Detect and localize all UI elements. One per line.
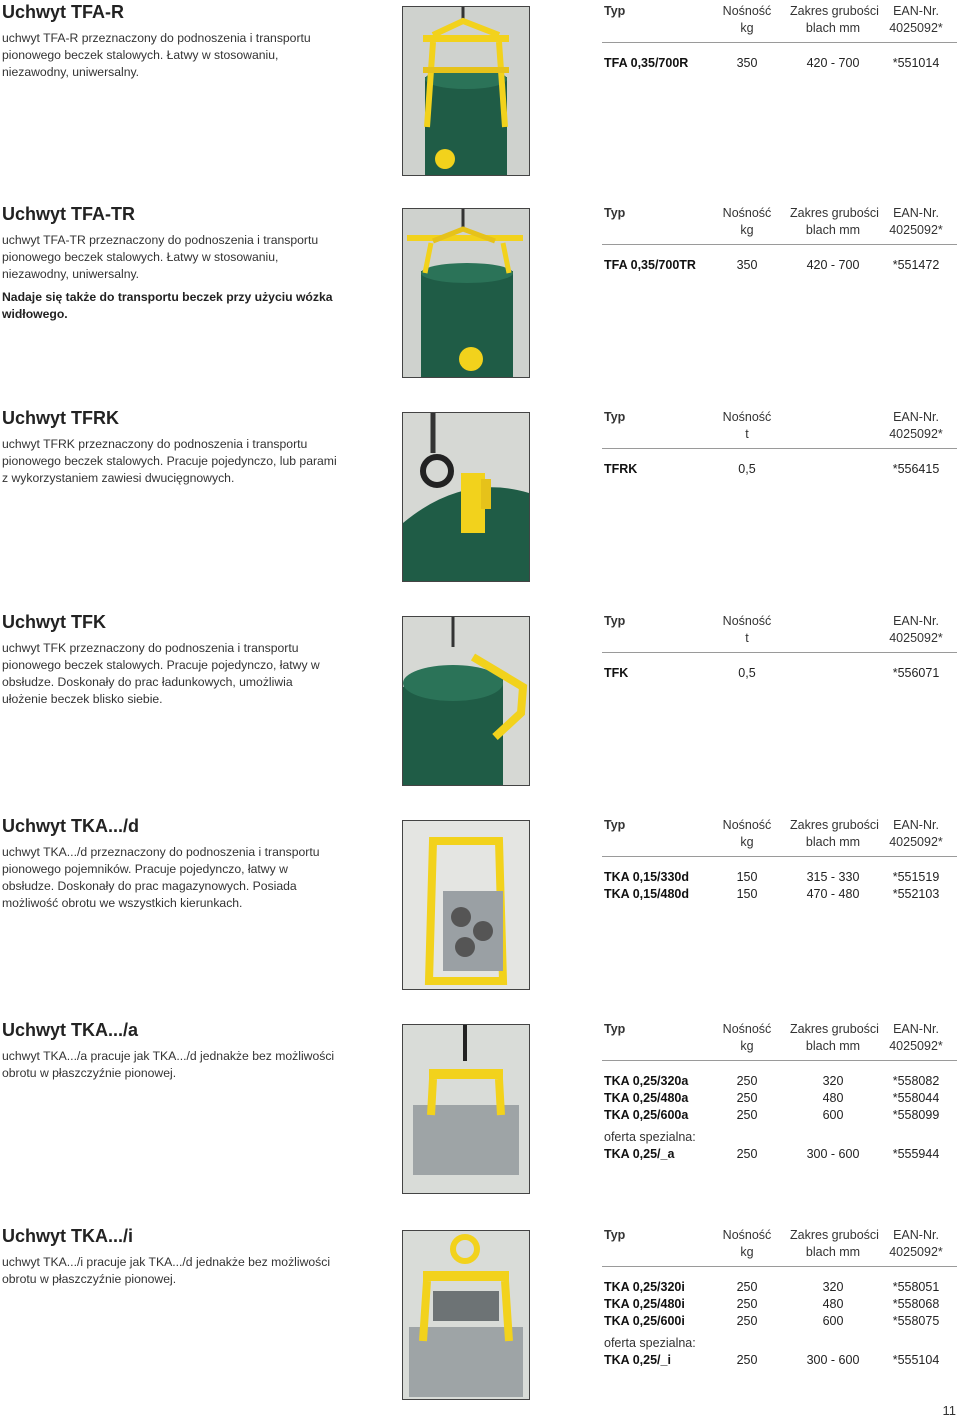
table-row-special-offer: TKA 0,25/_i 250 300 - 600 *555104 xyxy=(604,1353,940,1367)
product-description: uchwyt TFK przeznaczony do podnoszenia i transportu pionowego beczek stalowych. Pracuje pojedynczo, łatwy w obsłudze. Doskonały do prac ładunkowych, umożliwia ułożenie beczek blisko siebie. xyxy=(2,641,320,706)
table-row: TKA 0,15/330d 150 315 - 330 *551519 xyxy=(604,870,940,884)
product-title: Uchwyt TFK xyxy=(2,612,107,632)
product-title: Uchwyt TFA-TR xyxy=(2,204,135,224)
product-section-tfrk xyxy=(0,408,960,588)
page-number: 11 xyxy=(942,1403,956,1418)
product-table xyxy=(602,408,957,478)
product-note: Nadaje się także do transportu beczek przy użyciu wózka widłowego. xyxy=(2,290,333,321)
product-photo-tfrk xyxy=(402,412,530,582)
table-row: TKA 0,15/480d 150 470 - 480 *552103 xyxy=(604,887,940,901)
product-section-tka-i xyxy=(0,1226,960,1406)
table-header: Typ Nośność kg Zakres grubości blach mm EAN-Nr. 4025092* xyxy=(602,816,957,857)
product-title: Uchwyt TFA-R xyxy=(2,2,125,22)
product-photo-tka-d xyxy=(402,820,530,990)
special-offer-label: oferta spezialna: xyxy=(604,1130,696,1144)
special-offer-label: oferta spezialna: xyxy=(604,1336,696,1350)
product-table xyxy=(602,612,957,682)
table-header: Typ Nośność kg Zakres grubości blach mm EAN-Nr. 4025092* xyxy=(602,1226,957,1267)
product-description: uchwyt TFA-TR przeznaczony do podnoszenia i transportu pionowego beczek stalowych. Łatwy w stosowaniu, niezawodny, uniwersalny. Nadaje się także do transportu beczek przy użyciu wózka widłowego. xyxy=(2,232,337,323)
product-section-tfk xyxy=(0,612,960,792)
table-header: Typ Nośność t EAN-Nr. 4025092* xyxy=(602,408,957,449)
product-section-tka-a xyxy=(0,1020,960,1200)
header-typ: Typ xyxy=(604,4,626,18)
product-section-tka-d xyxy=(0,816,960,996)
table-row: TKA 0,25/320a 250 320 *558082 xyxy=(604,1074,940,1088)
table-row: TFA 0,35/700TR 350 420 - 700 *551472 xyxy=(604,258,940,272)
product-photo-tka-a xyxy=(402,1024,530,1194)
product-description: uchwyt TKA.../a pracuje jak TKA.../d jednakże bez możliwości obrotu w płaszczyźnie pionowej. xyxy=(2,1049,335,1080)
product-photo-tfa-r xyxy=(402,6,530,176)
product-description: uchwyt TKA.../i pracuje jak TKA.../d jednakże bez możliwości obrotu w płaszczyźnie pionowej. xyxy=(2,1255,331,1286)
product-title: Uchwyt TKA.../a xyxy=(2,1020,139,1040)
product-description: uchwyt TKA.../d przeznaczony do podnoszenia i transportu pionowego pojemników. Pracuje pojedynczo, łatwy w obsłudze. Doskonały do prac magazynowych. Posiada możliwość obrotu we wszystkich kierunkach. xyxy=(2,845,320,910)
product-table xyxy=(602,2,957,72)
table-header: Typ Nośność t EAN-Nr. 4025092* xyxy=(602,612,957,653)
product-table xyxy=(602,1020,957,1163)
product-photo-tfk xyxy=(402,616,530,786)
product-photo-tfa-tr xyxy=(402,208,530,378)
product-description: uchwyt TFRK przeznaczony do podnoszenia i transportu pionowego beczek stalowych. Pracuje pojedynczo, lub parami z wykorzystaniem zawiesi dwucięgnowych. xyxy=(2,437,337,485)
table-row: TKA 0,25/480i 250 480 *558068 xyxy=(604,1297,940,1311)
table-header: Typ Nośność kg Zakres grubości blach mm EAN-Nr. 4025092* xyxy=(602,1020,957,1061)
table-header: Typ Nośność kg Zakres grubości blach mm EAN-Nr. 4025092* xyxy=(602,204,957,245)
header-ean: EAN-Nr. 4025092* xyxy=(889,4,943,35)
table-row: TKA 0,25/600a 250 600 *558099 xyxy=(604,1108,940,1122)
header-capacity: Nośność kg xyxy=(722,4,772,35)
product-section-tfa-r xyxy=(0,2,960,182)
product-description: uchwyt TFA-R przeznaczony do podnoszenia i transportu pionowego beczek stalowych. Łatwy w stosowaniu, niezawodny, uniwersalny. xyxy=(2,31,311,79)
product-title: Uchwyt TFRK xyxy=(2,408,119,428)
table-row: TKA 0,25/320i 250 320 *558051 xyxy=(604,1280,940,1294)
table-row: TFRK 0,5 *556415 xyxy=(604,462,940,476)
table-header xyxy=(602,2,957,43)
product-title: Uchwyt TKA.../i xyxy=(2,1226,134,1246)
table-row: TFK 0,5 *556071 xyxy=(604,666,940,680)
header-range: Zakres grubości blach mm xyxy=(790,4,879,35)
product-table xyxy=(602,204,957,274)
table-row-special-offer: TKA 0,25/_a 250 300 - 600 *555944 xyxy=(604,1147,940,1161)
table-row: TKA 0,25/600i 250 600 *558075 xyxy=(604,1314,940,1328)
product-section-tfa-tr xyxy=(0,204,960,384)
product-table xyxy=(602,1226,957,1369)
product-photo-tka-i xyxy=(402,1230,530,1400)
table-row: TFA 0,35/700R 350 420 - 700 *551014 xyxy=(604,56,940,70)
table-row: TKA 0,25/480a 250 480 *558044 xyxy=(604,1091,940,1105)
product-table xyxy=(602,816,957,903)
product-title: Uchwyt TKA.../d xyxy=(2,816,140,836)
